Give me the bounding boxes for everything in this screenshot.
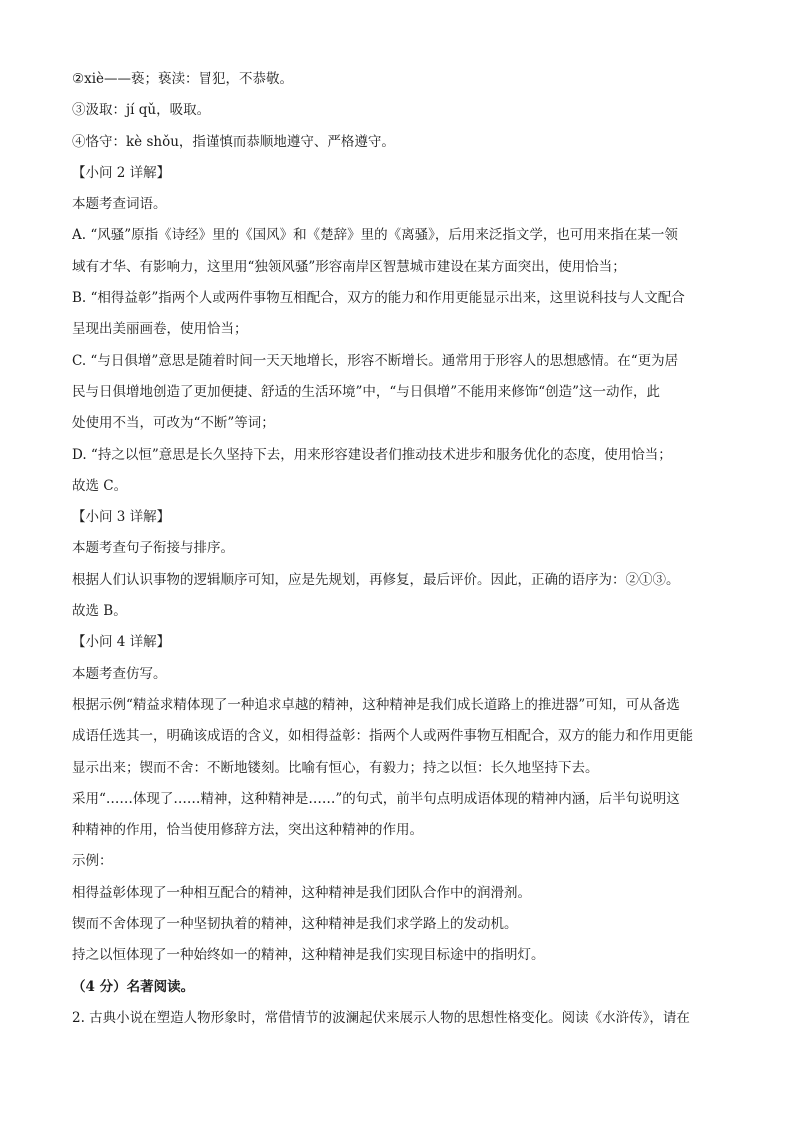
example-line: 相得益彰体现了一种相互配合的精神，这种精神是我们团队合作中的润滑剂。: [72, 884, 531, 901]
option-b-line-1: B. “相得益彰”指两个人或两件事物互相配合，双方的能力和作用更能显示出来，这里说科技与人文配合: [72, 290, 685, 307]
section-heading-reading: （4 分）名著阅读。: [72, 978, 195, 995]
option-c-line-2: 民与日俱增地创造了更加便捷、舒适的生活环境”中，“与日俱增”不能用来修饰“创造”这一动作，此: [72, 383, 661, 400]
paragraph-line: 种精神的作用，恰当使用修辞方法，突出这种精神的作用。: [72, 822, 423, 839]
paragraph-line: 本题考查仿写。: [72, 665, 167, 682]
annotation-jiqu: ③汲取：jí qǔ，吸取。: [72, 102, 211, 119]
section-heading-q3: 【小问 3 详解】: [72, 509, 171, 526]
example-line: 持之以恒体现了一种始终如一的精神，这种精神是我们实现目标途中的指明灯。: [72, 947, 545, 964]
question-2-line: 2. 古典小说在塑造人物形象时，常借情节的波澜起伏来展示人物的思想性格变化。阅读《水浒传》，请在: [72, 1009, 690, 1026]
option-c-line-3: 处使用不当，可改为“不断”等词；: [72, 415, 275, 432]
paragraph-line: 本题考查句子衔接与排序。: [72, 540, 234, 557]
paragraph-line: 成语任选其一，明确该成语的含义，如相得益彰：指两个人或两件事物互相配合，双方的能力和作用更能: [72, 728, 693, 745]
option-a-line-1: A. “风骚”原指《诗经》里的《国风》和《楚辞》里的《离骚》，后用来泛指文学，也可用来指在某一领: [72, 227, 678, 244]
paragraph-line: 根据人们认识事物的逻辑顺序可知，应是先规划，再修复，最后评价。因此，正确的语序为：②①③。: [72, 571, 680, 588]
option-a-line-2: 域有才华、有影响力，这里用“独领风骚”形容南岸区智慧城市建设在某方面突出，使用恰当；: [72, 258, 626, 275]
annotation-xie: ②xiè——亵；亵渎：冒犯，不恭敬。: [72, 71, 294, 87]
paragraph-line: 显示出来；锲而不舍：不断地镂刻。比喻有恒心，有毅力；持之以恒：长久地坚持下去。: [72, 759, 599, 776]
section-heading-q4: 【小问 4 详解】: [72, 634, 171, 651]
answer-q2: 故选 C。: [72, 477, 128, 494]
document-page: [72, 64, 722, 1034]
example-line: 锲而不舍体现了一种坚韧执着的精神，这种精神是我们求学路上的发动机。: [72, 916, 518, 933]
paragraph-line: 本题考查词语。: [72, 196, 167, 213]
answer-q3: 故选 B。: [72, 603, 127, 620]
example-label: 示例：: [72, 853, 113, 870]
option-c-line-1: C. “与日俱增”意思是随着时间一天天地增长，形容不断增长。通常用于形容人的思想感情。在“更为居: [72, 352, 679, 369]
option-b-line-2: 呈现出美丽画卷，使用恰当；: [72, 321, 248, 338]
paragraph-line: 根据示例“精益求精体现了一种追求卓越的精神，这种精神是我们成长道路上的推进器”可知，可从备选: [72, 696, 680, 713]
option-d-line: D. “持之以恒”意思是长久坚持下去，用来形容建设者们推动技术进步和服务优化的态度，使用恰当；: [72, 446, 672, 463]
annotation-keshou: ④恪守：kè shǒu，指谨慎而恭顺地遵守、严格遵守。: [72, 133, 395, 150]
paragraph-line: 采用“……体现了……精神，这种精神是……”的句式，前半句点明成语体现的精神内涵，后半句说明这: [72, 790, 680, 807]
section-heading-q2: 【小问 2 详解】: [72, 164, 171, 181]
